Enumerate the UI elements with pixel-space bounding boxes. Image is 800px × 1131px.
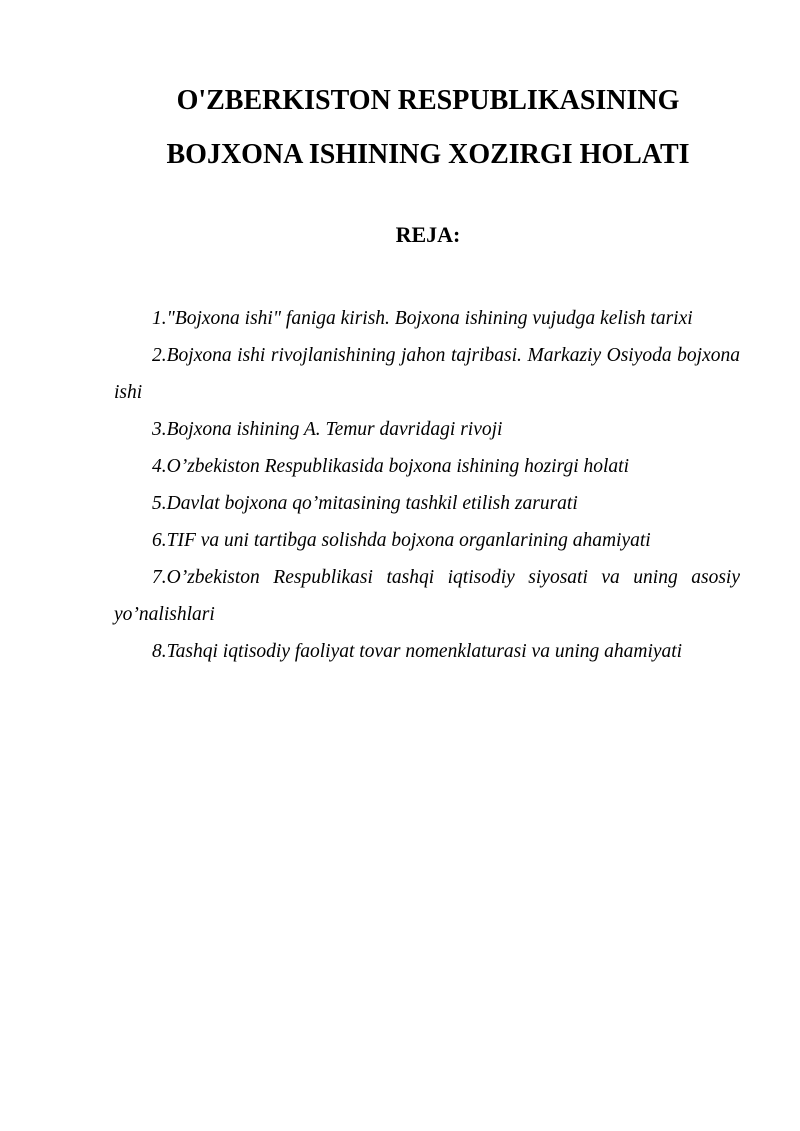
plan-item-6: 6.TIF va uni tartibga solishda bojxona organlarining ahamiyati <box>152 530 651 551</box>
plan-item-2: 2.Bojxona ishi rivojlanishining jahon tajribasi. Markaziy Osiyoda bojxona ishi <box>114 345 740 403</box>
plan-item-3: 3.Bojxona ishining A. Temur davridagi rivoji <box>152 419 503 440</box>
plan-item-1: 1."Bojxona ishi" faniga kirish. Bojxona ishining vujudga kelish tarixi <box>152 308 693 329</box>
plan-list <box>114 300 740 670</box>
plan-heading: REJA: <box>395 222 461 247</box>
document-title <box>0 74 800 182</box>
plan-item-7: 7.O’zbekiston Respublikasi tashqi iqtisodiy siyosati va uning asosiy yo’nalishlari <box>114 567 740 625</box>
plan-item-5: 5.Davlat bojxona qo’mitasining tashkil etilish zarurati <box>152 493 578 514</box>
plan-item-4: 4.O’zbekiston Respublikasida bojxona ishining hozirgi holati <box>152 456 630 477</box>
plan-item-8: 8.Tashqi iqtisodiy faoliyat tovar nomenklaturasi va uning ahamiyati <box>152 641 683 662</box>
title-line-2: BOJXONA ISHINING XOZIRGI HOLATI <box>166 139 690 170</box>
title-line-1: O'ZBERKISTON RESPUBLIKASINING <box>176 85 680 116</box>
